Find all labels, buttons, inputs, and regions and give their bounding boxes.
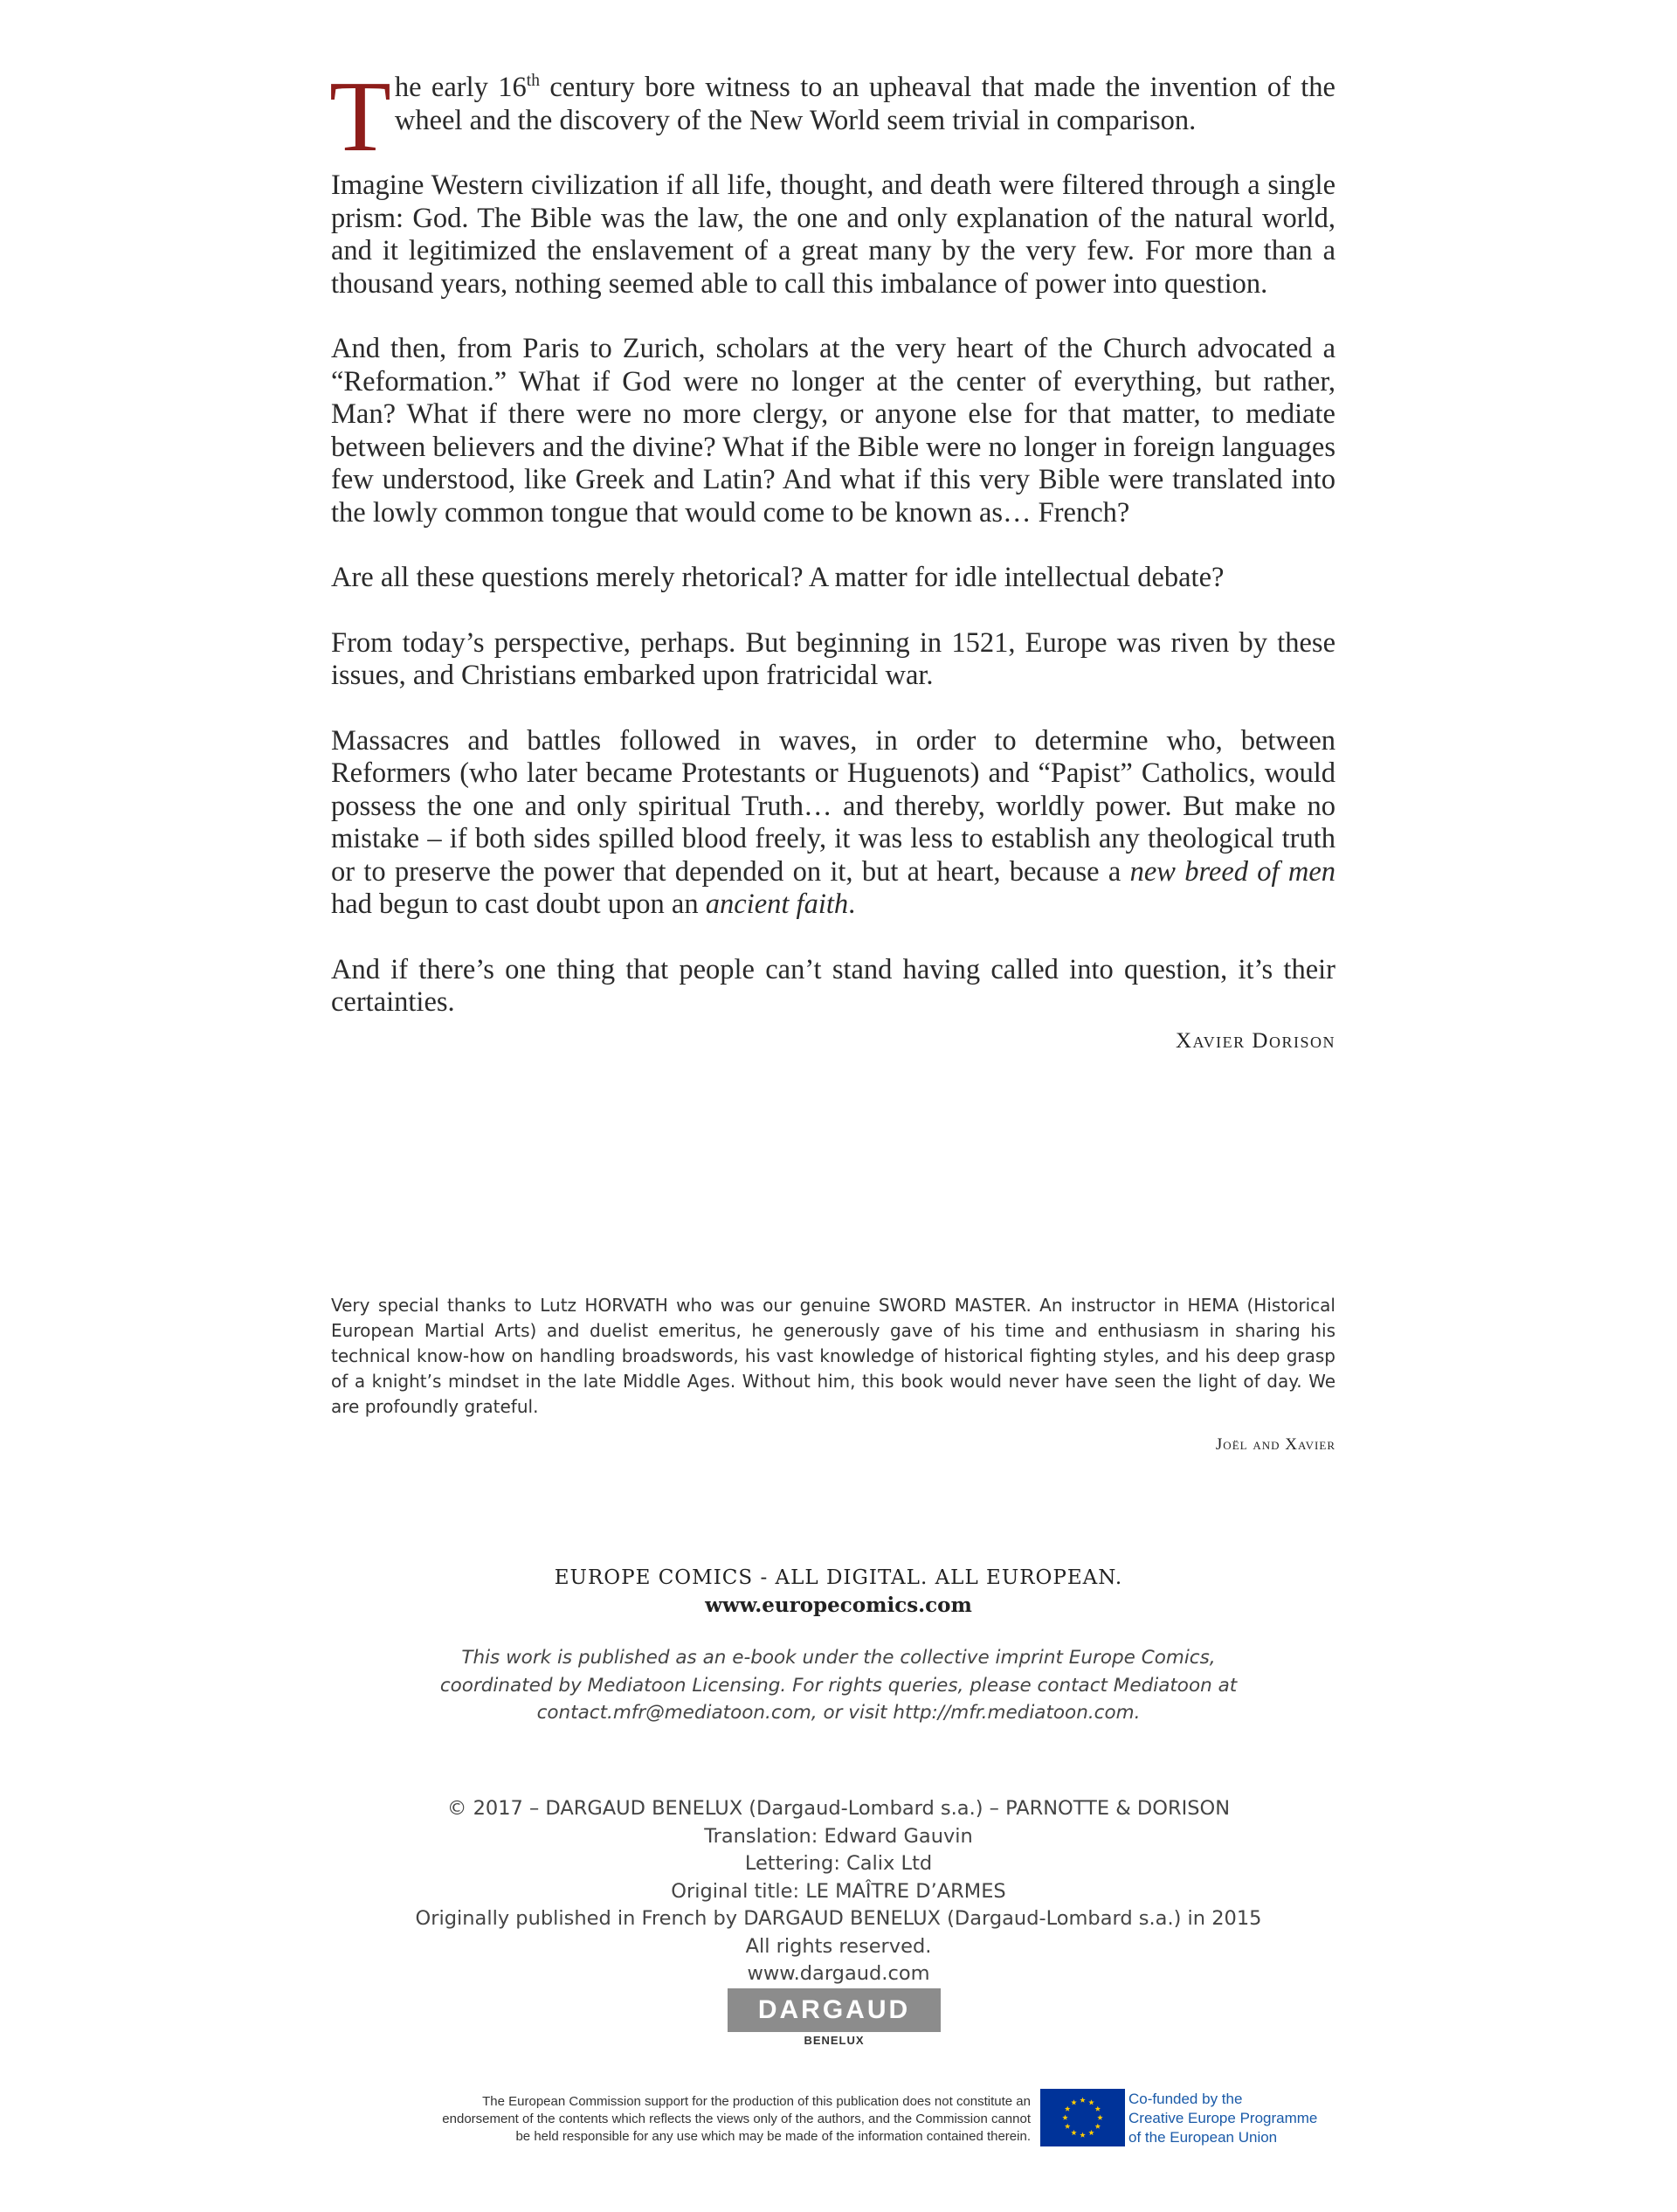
eu-disclaimer-line-3: be held responsible for any use which may be made of the information contained therein. [515,2129,1031,2144]
eu-star [1062,2115,1067,2120]
eu-star [1065,2106,1070,2112]
eu-star [1095,2124,1101,2129]
essay-paragraph-1 [329,61,1335,173]
eu-star [1071,2130,1076,2135]
eu-star [1095,2106,1101,2112]
essay-paragraph-4: Are all these questions merely rhetorical? A matter for idle intellectual debate? [331,562,1225,593]
eu-star [1071,2099,1076,2105]
eu-disclaimer-line-1: The European Commission support for the production of this publication does not constitute an [482,2094,1031,2109]
cofund-line-1: Co-funded by the [1128,2091,1243,2107]
publisher-url[interactable]: www.dargaud.com [747,1962,930,1985]
ordinal-suffix: th [526,72,540,91]
publication-note-line-1: This work is published as an e-book under the collective imprint Europe Comics, [461,1647,1216,1669]
emphasis-ancient-faith: ancient faith [705,888,849,920]
eu-star [1080,2133,1085,2138]
eu-disclaimer-line-2: endorsement of the contents which reflects the views only of the authors, and the Commission cannot [442,2112,1031,2126]
original-title: Original title: LE MAÎTRE D’ARMES [671,1879,1006,1903]
publication-note [0,1644,1677,1727]
rights-reserved: All rights reserved. [745,1934,932,1958]
acknowledgements-signature: Joël and Xavier [1215,1435,1335,1454]
essay-paragraph-3: And then, from Paris to Zurich, scholars at the very heart of the Church advocated a “Reformation.” What if God were no longer at the center of everything, but rather, Man? What if there were no more clergy, or anyone else for that matter, to mediate between believers and the divine? What if the Bible were no longer in foreign languages few understood, like Greek and Latin? And what if this very Bible were translated into the lowly common tongue that would come to be known as… French? [331,333,1335,529]
essay-paragraph-2: Imagine Western civilization if all life, thought, and death were filtered through a single prism: God. The Bible was the law, the one and only explanation of the natural world, and it legitimized the enslavement of a great many by the very few. For more than a thousand years, nothing seemed able to call this imbalance of power into question. [331,169,1335,300]
europe-comics-tagline: EUROPE COMICS - ALL DIGITAL. ALL EUROPEAN. [554,1566,1123,1589]
eu-flag-icon [1040,2089,1125,2146]
copyright-block [0,1795,1677,1988]
publication-note-line-3: contact.mfr@mediatoon.com, or visit http://mfr.mediatoon.com. [536,1702,1141,1724]
essay-paragraph-6 [331,725,1335,922]
eu-star [1088,2130,1094,2135]
eu-star [1080,2098,1085,2103]
creative-europe-label [1128,2090,1356,2147]
essay-signature: Xavier Dorison [1175,1028,1335,1053]
europe-comics-brand [0,1564,1677,1620]
cofund-line-2: Creative Europe Programme [1128,2110,1318,2126]
eu-star [1065,2124,1070,2129]
essay-p6-text-b: had begun to cast doubt upon an [331,888,706,920]
eu-disclaimer [314,2093,1031,2146]
acknowledgements-text: Very special thanks to Lutz HORVATH who was our genuine SWORD MASTER. An instructor in HEMA (Historical European Martial Arts) and duelist emeritus, he generously gave of his time and enthusiasm in sharing his technical know-how on handling broadswords, his vast knowledge of historical fighting styles, and his deep grasp of a knight’s mindset in the late Middle Ages. Without him, this book would never have seen the light of day. We are profoundly grateful. [331,1295,1335,1417]
eu-flag-stars [1040,2089,1125,2146]
essay-p6-text-a: Massacres and battles followed in waves, in order to determine who, between Reformers (who later became Protestants or Huguenots) and “Papist” Catholics, would possess the one and only spiritual Truth… and thereby, worldly power. But make no mistake – if both sides spilled blood freely, it was less to establish any theological truth or to preserve the power that depended on it, but at heart, because a [331,724,1335,888]
dargaud-logo-subtitle: BENELUX [804,2034,865,2047]
translation-credit: Translation: Edward Gauvin [704,1824,973,1848]
dargaud-logo: DARGAUD [728,1988,941,2032]
emphasis-new-breed: new breed of men [1129,855,1335,888]
copyright-line: © 2017 – DARGAUD BENELUX (Dargaud-Lombard s.a.) – PARNOTTE & DORISON [446,1797,1231,1820]
essay-paragraph-5: From today’s perspective, perhaps. But beginning in 1521, Europe was riven by these issues, and Christians embarked upon fratricidal war. [331,626,1335,691]
eu-star [1088,2099,1094,2105]
europe-comics-url[interactable]: www.europecomics.com [705,1593,972,1617]
acknowledgements [331,1293,1335,1457]
foreword-essay [329,61,1335,1057]
essay-p6-text-c: . [848,888,856,920]
lettering-credit: Lettering: Calix Ltd [744,1852,933,1875]
cofund-line-3: of the European Union [1128,2129,1278,2146]
drop-cap: T [329,61,391,173]
original-publication: Originally published in French by DARGAUD BENELUX (Dargaud-Lombard s.a.) in 2015 [415,1907,1262,1930]
eu-star [1097,2115,1102,2120]
publication-note-line-2: coordinated by Mediatoon Licensing. For rights queries, please contact Mediatoon at [439,1674,1238,1697]
essay-intro-a: he early 16 [394,72,527,103]
essay-intro-b: century bore witness to an upheaval that made the invention of the wheel and the discovery of the New World seem trivial in comparison. [394,72,1335,136]
essay-paragraph-7: And if there’s one thing that people can’t stand having called into question, it’s their certainties. [331,953,1335,1018]
